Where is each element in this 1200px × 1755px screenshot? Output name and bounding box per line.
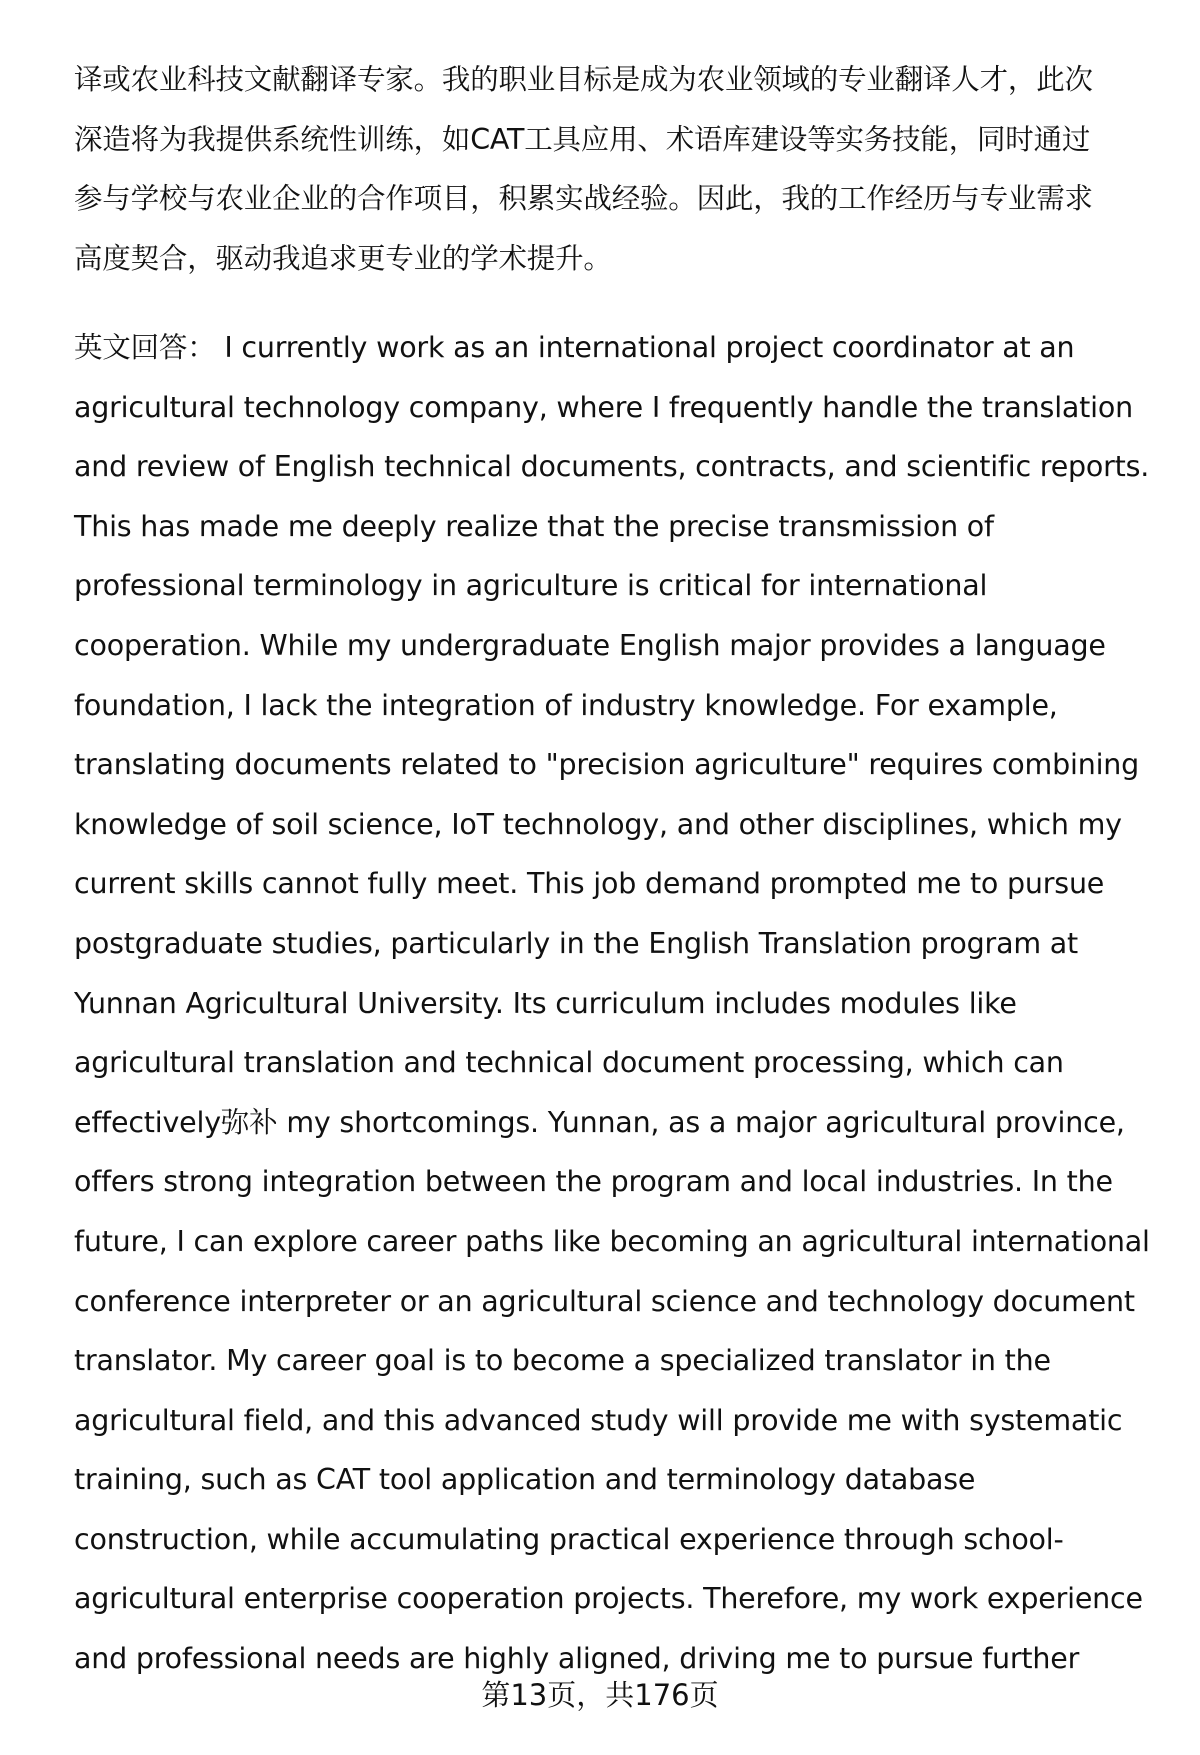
text-line: postgraduate studies, particularly in the English Translation program at xyxy=(74,926,1078,960)
text-line: 英文回答： I currently work as an international project coordinator at an xyxy=(74,331,1075,364)
text-line: conference interpreter or an agricultural science and technology document xyxy=(74,1284,1135,1318)
text-line: 高度契合，驱动我追求更专业的学术提升。 xyxy=(74,241,612,275)
text-line: cooperation. While my undergraduate English major provides a language xyxy=(74,628,1106,662)
chinese-paragraph xyxy=(74,50,1164,288)
english-answer-paragraph xyxy=(74,318,1164,1689)
text-line: knowledge of soil science, IoT technology, and other disciplines, which my xyxy=(74,807,1122,841)
text-line: and review of English technical documents, contracts, and scientific reports. xyxy=(74,450,1150,484)
text-line: agricultural technology company, where I frequently handle the translation xyxy=(74,390,1133,424)
text-line: translating documents related to "precision agriculture" requires combining xyxy=(74,748,1140,782)
text-line: translator. My career goal is to become a specialized translator in the xyxy=(74,1344,1051,1378)
text-line: Yunnan Agricultural University. Its curriculum includes modules like xyxy=(74,986,1017,1020)
text-line: construction, while accumulating practical experience through school- xyxy=(74,1522,1064,1556)
text-line: This has made me deeply realize that the precise transmission of xyxy=(74,509,994,543)
text-line: agricultural enterprise cooperation projects. Therefore, my work experience xyxy=(74,1582,1143,1616)
page-number: 第13页，共176页 xyxy=(481,1678,719,1712)
text-line: foundation, I lack the integration of industry knowledge. For example, xyxy=(74,688,1058,722)
text-line: agricultural translation and technical document processing, which can xyxy=(74,1046,1064,1080)
text-line: 译或农业科技文献翻译专家。我的职业目标是成为农业领域的专业翻译人才，此次 xyxy=(74,63,1093,96)
text-line: training, such as CAT tool application and terminology database xyxy=(74,1463,976,1497)
text-line: current skills cannot fully meet. This job demand prompted me to pursue xyxy=(74,867,1105,901)
text-line: effectively弥补 my shortcomings. Yunnan, as a major agricultural province, xyxy=(74,1105,1125,1139)
text-line: agricultural field, and this advanced study will provide me with systematic xyxy=(74,1403,1123,1437)
text-line: future, I can explore career paths like becoming an agricultural international xyxy=(74,1224,1150,1258)
text-line: offers strong integration between the program and local industries. In the xyxy=(74,1165,1113,1199)
text-line: 深造将为我提供系统性训练，如CAT工具应用、术语库建设等实务技能，同时通过 xyxy=(74,122,1091,156)
text-line: professional terminology in agriculture is critical for international xyxy=(74,569,988,603)
text-line: 参与学校与农业企业的合作项目，积累实战经验。因此，我的工作经历与专业需求 xyxy=(74,182,1093,216)
text-line: and professional needs are highly aligned, driving me to pursue further xyxy=(74,1642,1080,1676)
